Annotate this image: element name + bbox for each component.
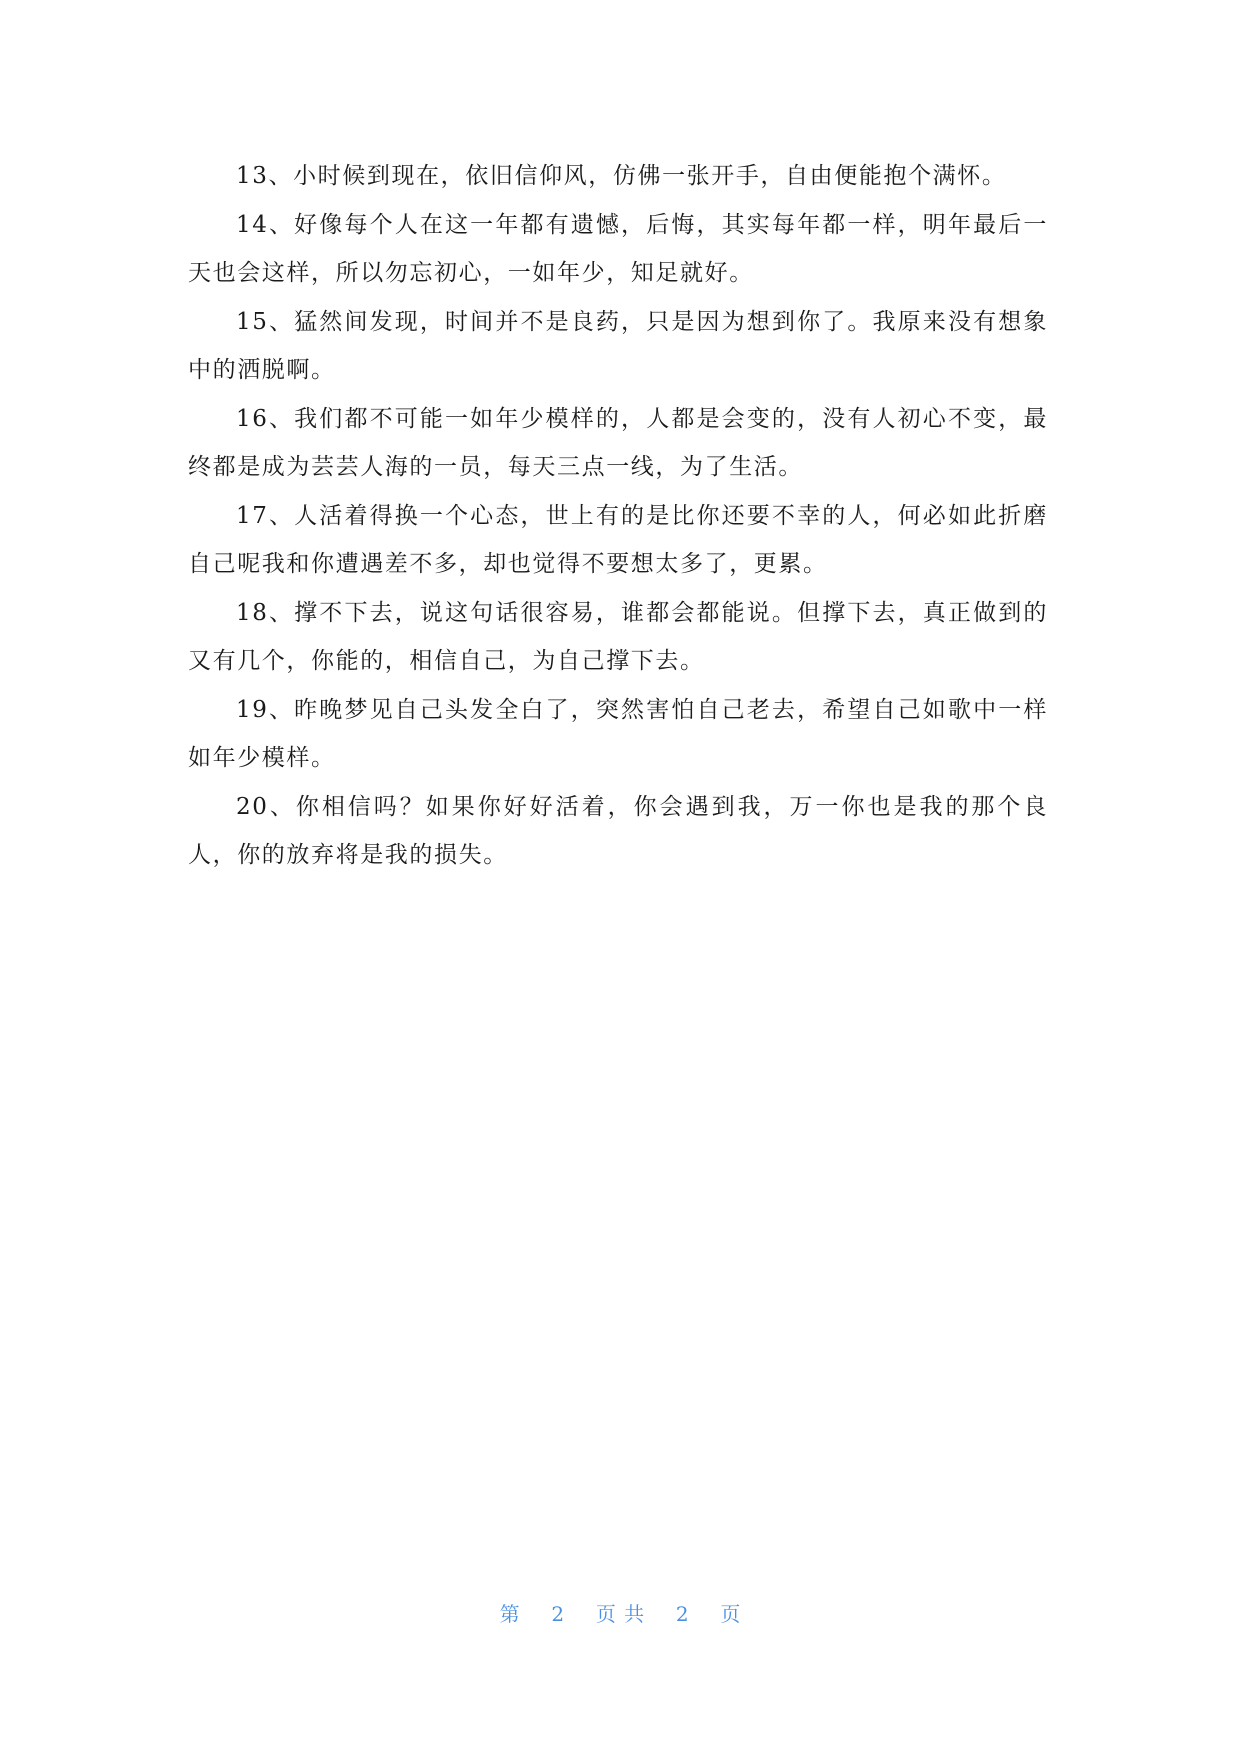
paragraph-16: 16、我们都不可能一如年少模样的，人都是会变的，没有人初心不变，最终都是成为芸芸人海的一员，每天三点一线，为了生活。 <box>188 405 1048 480</box>
paragraph-13: 13、小时候到现在，依旧信仰风，仿佛一张开手，自由便能抱个满怀。 <box>236 163 1007 189</box>
paragraph-19: 19、昨晚梦见自己头发全白了，突然害怕自己老去，希望自己如歌中一样如年少模样。 <box>188 696 1048 771</box>
footer-prefix: 第 <box>499 1602 521 1626</box>
footer-suffix: 页 <box>720 1602 742 1626</box>
paragraph-17: 17、人活着得换一个心态，世上有的是比你还要不幸的人，何必如此折磨自己呢我和你遭遇差不多，却也觉得不要想太多了，更累。 <box>188 502 1048 577</box>
paragraph-20: 20、你相信吗？如果你好好活着，你会遇到我，万一你也是我的那个良人，你的放弃将是我的损失。 <box>188 793 1048 868</box>
paragraph-14: 14、好像每个人在这一年都有遗憾，后悔，其实每年都一样，明年最后一天也会这样，所以勿忘初心，一如年少，知足就好。 <box>188 211 1048 286</box>
footer-current-page: 2 <box>551 1602 566 1626</box>
document-body <box>188 152 1048 880</box>
footer-middle: 页 共 <box>595 1602 646 1626</box>
footer-total-pages: 2 <box>675 1602 690 1626</box>
paragraph-18: 18、撑不下去，说这句话很容易，谁都会都能说。但撑下去，真正做到的又有几个，你能的，相信自己，为自己撑下去。 <box>188 599 1048 674</box>
page-footer <box>0 1598 1241 1627</box>
paragraph-15: 15、猛然间发现，时间并不是良药，只是因为想到你了。我原来没有想象中的洒脱啊。 <box>188 308 1048 383</box>
